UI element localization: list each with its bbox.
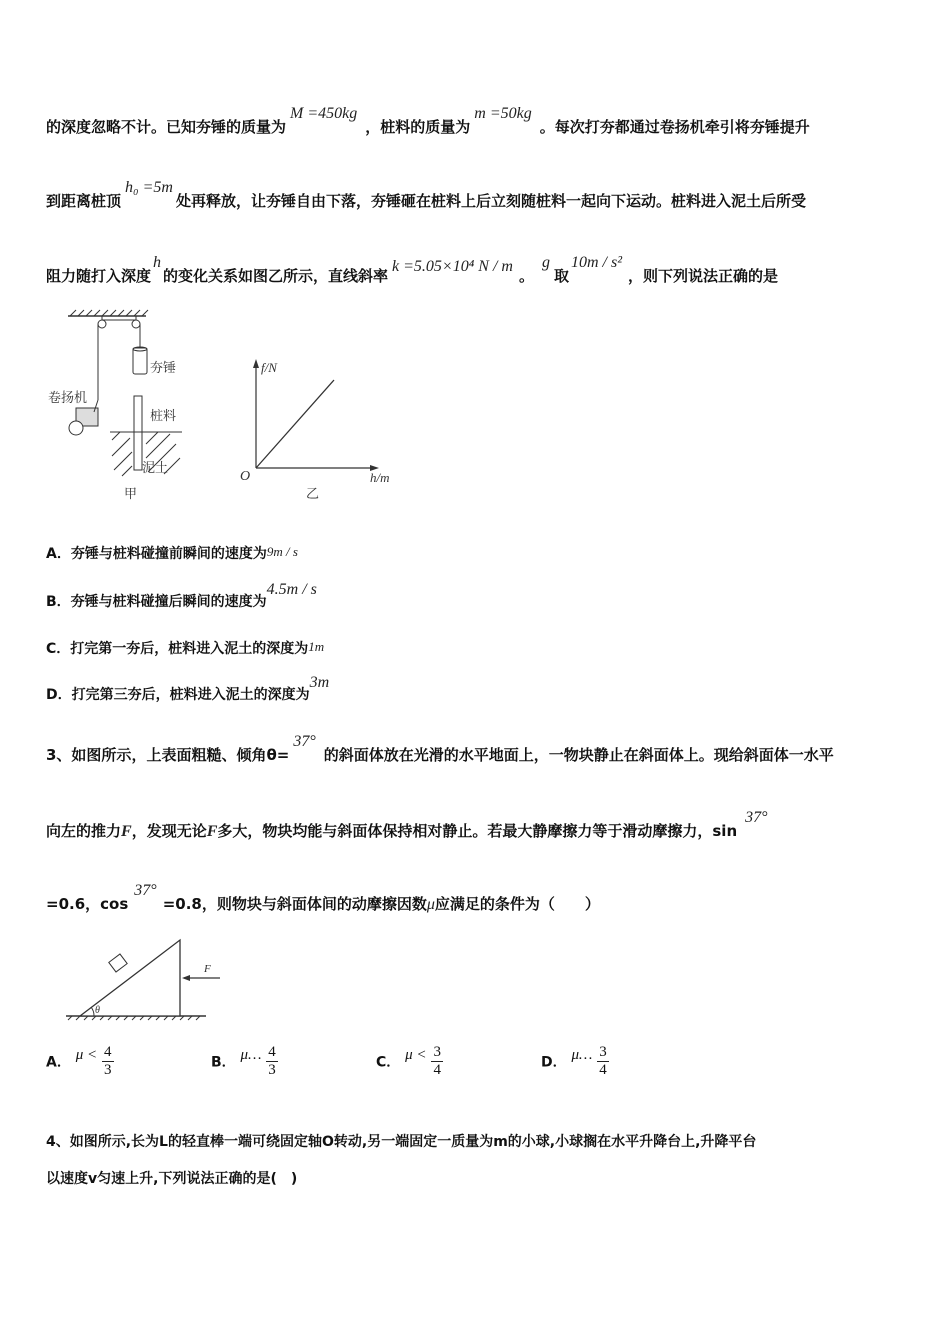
figure-jia-caption: 甲 [124,486,138,501]
figure-yi-caption: 乙 [306,486,320,501]
angle-value: 37° [293,733,316,750]
force-depth-line [256,380,334,468]
drop-height-formula: h₀ =5m [125,179,173,196]
problem3-line1: 3、如图所示，上表面粗糙、倾角θ=37°的斜面体放在光滑的水平地面上，一物块静止在斜面体上。现给斜面体一水平 [46,733,834,764]
force-label: F [204,963,211,975]
problem4-line1: 4、如图所示,长为L的轻直棒一端可绕固定轴O转动,另一端固定一质量为m的小球,小球搁在水平升降台上,升降平台 [46,1134,757,1150]
hammer-label: 夯锤 [150,360,177,375]
option-a[interactable]: A．夯锤与桩料碰撞前瞬间的速度为9m / s [46,544,298,562]
problem4-line2: 以速度v匀速上升,下列说法正确的是( ) [46,1171,298,1187]
mass-hammer-formula: M =450kg [290,105,358,122]
gravity-value: 10m / s² [571,254,623,271]
y-axis-label: f/N [261,360,277,375]
option-c[interactable]: C．打完第一夯后，桩料进入泥土的深度为1m [46,639,325,657]
small-block [109,954,127,972]
hammer-shape [133,348,147,374]
choice-d[interactable]: D． μ… $\frac{3}{4}$ [541,1044,607,1078]
x-axis-label: h/m [370,470,390,485]
problem2-line3: 阻力随打入深度h的变化关系如图乙所示，直线斜率k =5.05×10⁴ N / m。g取10m / s²，则下列说法正确的是 [46,254,779,285]
soil-label: 泥土 [142,460,169,475]
slope-formula: k =5.05×10⁴ N / m [392,258,513,275]
problem2-line1: 的深度忽略不计。已知夯锤的质量为M =450kg，桩料的质量为m =50kg。每次打夯都通过卷扬机牵引将夯锤提升 [46,105,810,136]
problem3-line2: 向左的推力F，发现无论F多大，物块均能与斜面体保持相对静止。若最大静摩擦力等于滑动摩擦力，sin37° [46,809,768,840]
figure-pile-driver [46,308,196,508]
pile-label: 桩料 [150,408,177,423]
origin-label: O [240,469,251,484]
problem2-line2: 到距离桩顶h₀ =5m处再释放，让夯锤自由下落，夯锤砸在桩料上后立刻随桩料一起向下运动。桩料进入泥土后所受 [46,179,806,210]
winch-label: 卷扬机 [48,390,88,405]
angle-label: θ [95,1005,100,1016]
problem3-line3: =0.6，cos37°=0.8，则物块与斜面体间的动摩擦因数μ应满足的条件为（ ） [46,882,600,913]
choice-a[interactable]: A． μ < $\frac{4}{3}$ [46,1044,112,1078]
mass-pile-formula: m =50kg [474,105,532,122]
gravity-symbol: g [541,254,550,271]
choice-c[interactable]: C． μ < $\frac{3}{4}$ [376,1044,441,1078]
figure-force-depth-graph [236,356,406,506]
pile-shape [134,396,142,470]
option-b[interactable]: B．夯锤与桩料碰撞后瞬间的速度为4.5m / s [46,581,317,610]
depth-symbol: h [153,254,162,271]
figure-incline [60,930,240,1025]
option-d[interactable]: D．打完第三夯后，桩料进入泥土的深度为3m [46,674,330,703]
choice-b[interactable]: B． μ… $\frac{4}{3}$ [211,1044,276,1078]
